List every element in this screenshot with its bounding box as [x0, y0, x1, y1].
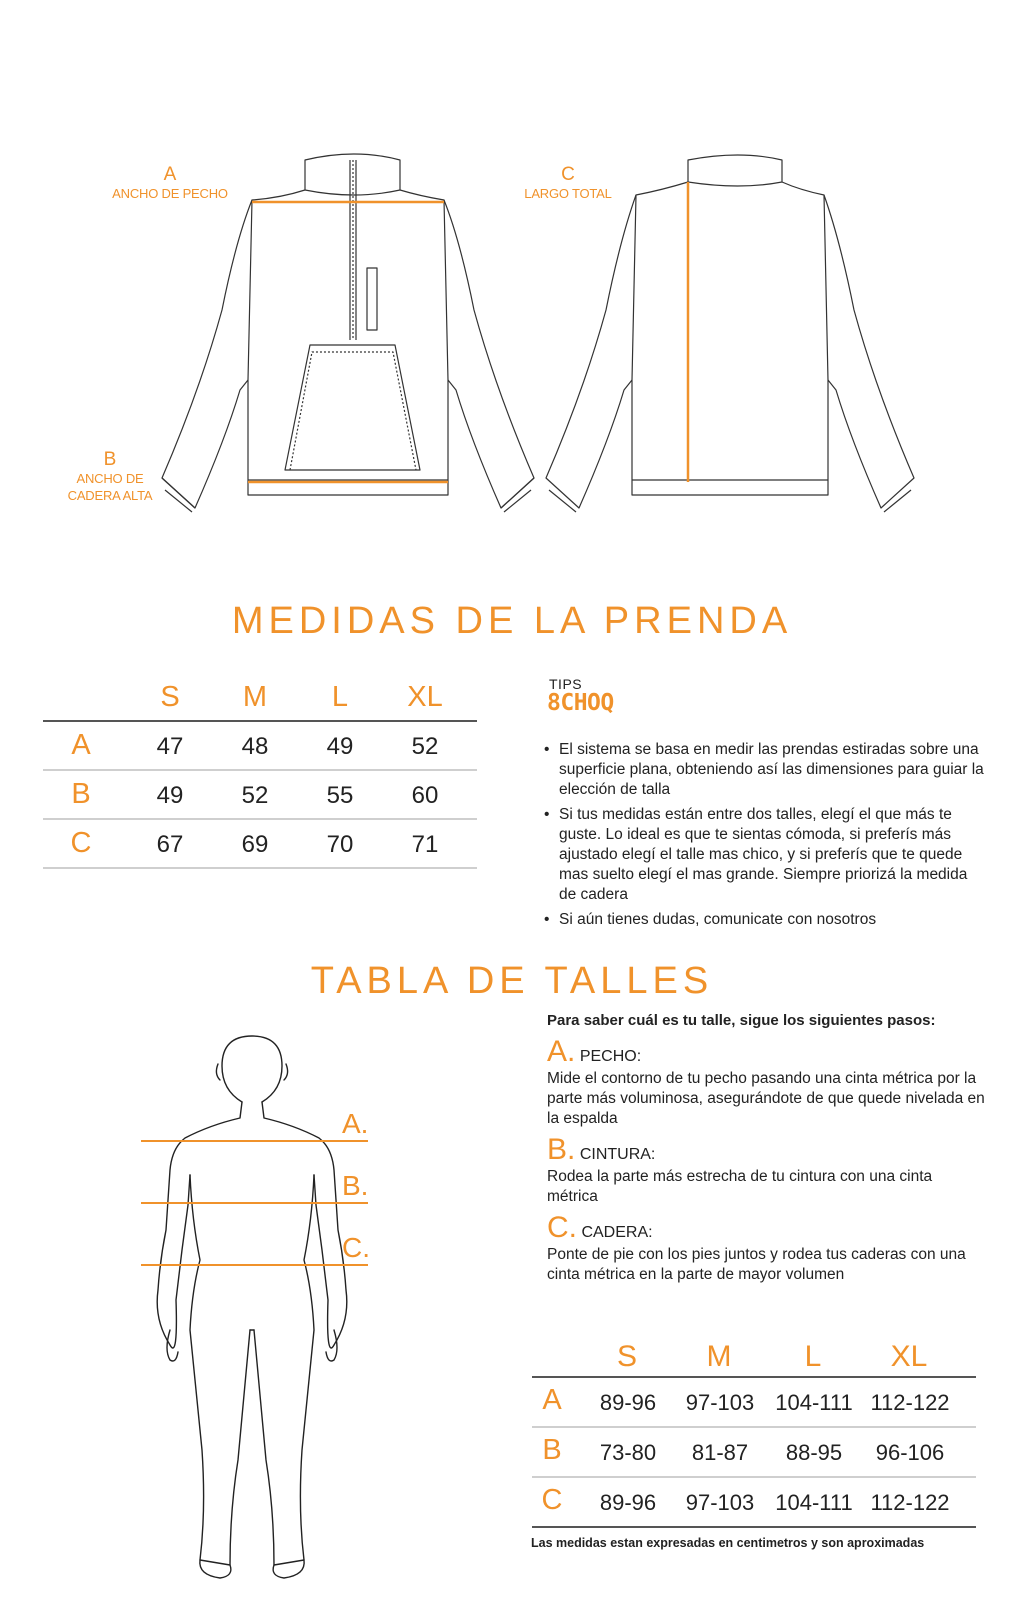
tip-item: • Si tus medidas están entre dos talles, elegí el que más te guste. Lo ideal es que te sientas cómoda, si preferís más ajustado elegí el talle mas chico, y si preferís que te quede mas suelto elegí el mas grande. Siempre priorizá la medida de cadera — [544, 805, 984, 905]
label-b-letter: B — [103, 449, 117, 470]
table-cell: 47 — [156, 733, 184, 760]
label-a-text: ANCHO DE PECHO — [112, 186, 228, 201]
garment-table-header — [43, 675, 477, 720]
step-name: CINTURA: — [579, 1146, 656, 1163]
label-a-letter: A — [163, 164, 177, 185]
body-label-a: A. — [342, 1108, 369, 1139]
table-cell: 104-111 — [775, 1390, 853, 1415]
table-cell: 71 — [411, 831, 439, 858]
footnote: Las medidas estan expresadas en centimetros y son aproximadas — [531, 1536, 925, 1550]
body-measure-line-a — [141, 1140, 368, 1142]
body-label-c: C. — [342, 1232, 370, 1263]
col-header-m: M — [706, 1340, 732, 1373]
step-text: Ponte de pie con los pies juntos y rodea tus caderas con una cinta métrica en la parte de mayor volumen — [547, 1246, 966, 1283]
table-row — [532, 1426, 976, 1476]
size-chart-table — [532, 1332, 976, 1528]
table-cell: 48 — [241, 733, 269, 760]
row-label: C — [541, 1484, 563, 1516]
size-section-title: TABLA DE TALLES — [310, 960, 714, 1002]
label-b-text-2: CADERA ALTA — [67, 488, 153, 503]
table-row — [532, 1376, 976, 1426]
table-cell: 112-122 — [870, 1390, 950, 1415]
step-letter: C. — [547, 1211, 577, 1244]
label-b-text-1: ANCHO DE — [76, 471, 144, 486]
table-cell: 88-95 — [785, 1440, 843, 1465]
row-label: A — [71, 729, 91, 761]
garment-section-title: MEDIDAS DE LA PRENDA — [231, 600, 793, 642]
row-label: C — [70, 827, 92, 859]
body-measure-line-c — [141, 1264, 368, 1266]
table-row — [43, 720, 477, 769]
col-header-xl: XL — [890, 1340, 928, 1373]
col-header-s: S — [160, 681, 180, 713]
table-cell: 60 — [411, 782, 439, 809]
row-label: B — [71, 778, 91, 810]
table-cell: 73-80 — [599, 1440, 657, 1465]
row-label: A — [542, 1384, 562, 1416]
table-row — [43, 818, 477, 869]
step-text: Rodea la parte más estrecha de tu cintura con una cinta métrica — [547, 1168, 933, 1205]
table-cell: 97-103 — [685, 1490, 755, 1515]
step-heading — [547, 1133, 987, 1167]
label-c-text: LARGO TOTAL — [524, 186, 612, 201]
col-header-l: L — [804, 1340, 822, 1373]
step-text: Mide el contorno de tu pecho pasando una cinta métrica por la parte más voluminosa, asegurándote de que quede nivelada en la espalda — [547, 1070, 985, 1127]
table-cell: 70 — [326, 831, 354, 858]
step-heading — [547, 1035, 987, 1069]
step-heading — [547, 1211, 987, 1245]
col-header-xl: XL — [407, 681, 443, 713]
tips-list — [544, 740, 984, 935]
table-cell: 52 — [241, 782, 269, 809]
table-cell: 69 — [241, 831, 269, 858]
table-cell: 96-106 — [875, 1440, 945, 1465]
table-cell: 89-96 — [599, 1490, 657, 1515]
brand-logo: 8CHOQ — [547, 690, 614, 716]
step-name: PECHO: — [579, 1048, 642, 1065]
body-label-b: B. — [342, 1170, 369, 1201]
tips-heading: TIPS — [549, 676, 583, 692]
steps-intro: Para saber cuál es tu talle, sigue los siguientes pasos: — [547, 1012, 936, 1029]
table-cell: 52 — [411, 733, 439, 760]
table-row — [532, 1476, 976, 1528]
step-letter: B. — [547, 1133, 576, 1166]
table-cell: 104-111 — [775, 1490, 853, 1515]
table-cell: 81-87 — [691, 1440, 749, 1465]
col-header-l: L — [331, 681, 349, 713]
tip-item: • Si aún tienes dudas, comunicate con nosotros — [544, 910, 984, 930]
table-cell: 67 — [156, 831, 184, 858]
col-header-s: S — [616, 1340, 637, 1373]
jacket-front-drawing — [162, 154, 534, 512]
table-cell: 112-122 — [870, 1490, 950, 1515]
table-cell: 89-96 — [599, 1390, 657, 1415]
table-cell: 55 — [326, 782, 354, 809]
steps-block — [547, 1012, 987, 1285]
garment-measurements-table — [43, 675, 477, 869]
step-letter: A. — [547, 1035, 576, 1068]
label-c-letter: C — [561, 164, 575, 185]
table-cell: 97-103 — [685, 1390, 755, 1415]
table-row — [43, 769, 477, 818]
col-header-m: M — [242, 681, 268, 713]
row-label: B — [542, 1434, 562, 1466]
body-measure-line-b — [141, 1202, 368, 1204]
jacket-back-drawing — [546, 155, 914, 512]
table-cell: 49 — [326, 733, 354, 760]
step-name: CADERA: — [581, 1224, 653, 1241]
tip-item: • El sistema se basa en medir las prendas estiradas sobre una superficie plana, obteniendo así las dimensiones para guiar la elección de talla — [544, 740, 984, 800]
table-cell: 49 — [156, 782, 184, 809]
size-table-header — [532, 1332, 976, 1376]
